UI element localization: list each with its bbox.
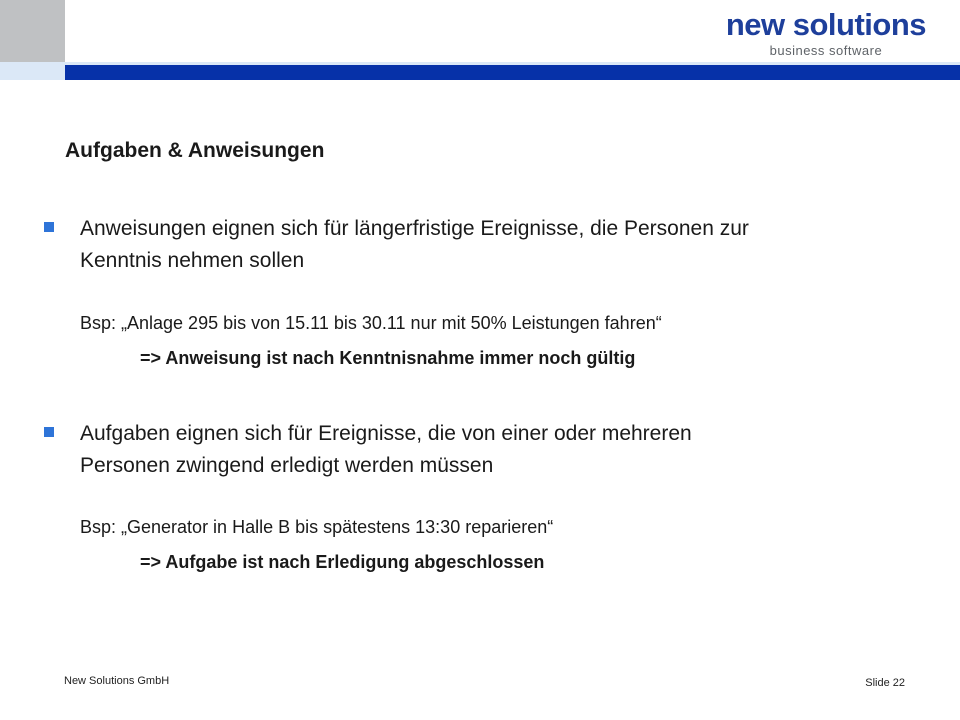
company-logo: [726, 8, 926, 58]
bullet-text: [80, 418, 692, 482]
example-text-anweisung: Bsp: „Anlage 295 bis von 15.11 bis 30.11 nur mit 50% Leistungen fahren“: [80, 313, 662, 333]
header-bar-main-segment: [65, 62, 960, 80]
conclusion-text-aufgabe: => Aufgabe ist nach Erledigung abgeschlossen: [140, 552, 545, 572]
bullet-item-aufgaben: [44, 418, 692, 482]
logo-subtitle: business software: [769, 43, 883, 59]
example-text-aufgabe: Bsp: „Generator in Halle B bis spätestens 13:30 reparieren“: [80, 517, 554, 537]
conclusion-text-anweisung: => Anweisung ist nach Kenntnisnahme immer noch gültig: [140, 348, 636, 368]
corner-decoration: [0, 0, 65, 62]
slide-title: Aufgaben & Anweisungen: [65, 139, 325, 162]
bullet-item-anweisungen: [44, 213, 749, 277]
bullet-text-line: Personen zwingend erledigt werden müssen: [80, 454, 494, 477]
footer-slide-number: Slide 22: [865, 677, 905, 689]
footer-company-name: New Solutions GmbH: [64, 675, 170, 687]
bullet-text-line: Aufgaben eignen sich für Ereignisse, die von einer oder mehreren: [80, 422, 692, 445]
logo-wordmark: new solutions: [725, 7, 926, 42]
bullet-text-line: Kenntnis nehmen sollen: [80, 249, 305, 272]
header-bar-left-segment: [0, 62, 65, 80]
bullet-text: [80, 213, 749, 277]
bullet-square-icon: [44, 222, 54, 232]
bullet-text-line: Anweisungen eignen sich für längerfristige Ereignisse, die Personen zur: [80, 217, 749, 240]
header-bar: [0, 62, 960, 80]
bullet-square-icon: [44, 427, 54, 437]
